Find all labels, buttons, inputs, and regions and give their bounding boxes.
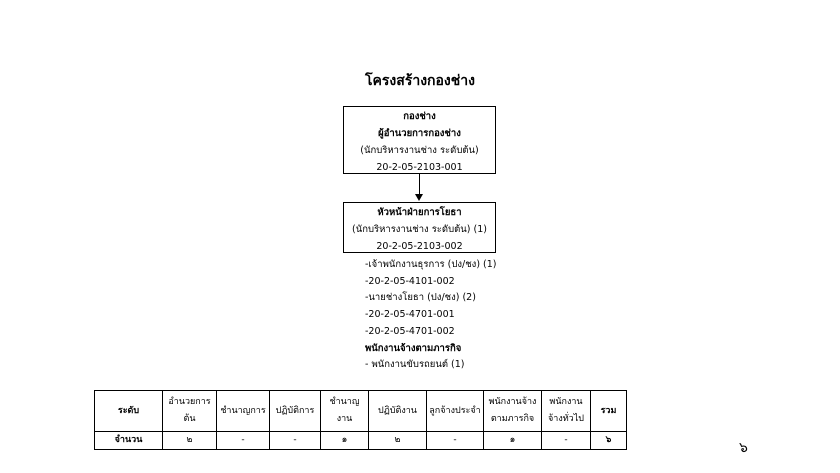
table-header-cell: ระดับ: [95, 391, 163, 432]
staff-line: -นายช่างโยธา (ปง/ชง) (2): [365, 292, 476, 304]
table-cell: ๑: [321, 432, 369, 450]
staff-line: -เจ้าพนักงานธุรการ (ปง/ชง) (1): [365, 259, 497, 270]
director-position: ผู้อำนวยการกองช่าง: [378, 128, 461, 139]
page-number: ๖: [739, 440, 748, 456]
staff-line: -20-2-05-4701-001: [365, 309, 455, 321]
table-cell: -: [427, 432, 484, 450]
page-title: โครงสร้างกองช่าง: [365, 73, 475, 89]
table-cell: -: [270, 432, 321, 450]
table-header-cell: รวม: [591, 391, 627, 432]
staff-line: -20-2-05-4701-002: [365, 325, 455, 337]
table-header-cell: พนักงานจ้างตามภารกิจ: [484, 391, 542, 432]
table-header-cell: พนักงานจ้างทั่วไป: [542, 391, 591, 432]
table-cell: -: [542, 432, 591, 450]
director-box: [343, 106, 496, 174]
table-cell: -: [217, 432, 270, 450]
section-head-code: 20-2-05-2103-002: [376, 241, 463, 252]
table-cell: ๒: [163, 432, 217, 450]
table-cell: ๒: [369, 432, 427, 450]
section-head-position: หัวหน้าฝ่ายการโยธา: [377, 207, 462, 218]
arrow-down-icon: [415, 194, 423, 201]
table-header-cell: ชำนาญการ: [217, 391, 270, 432]
table-header-cell: ปฏิบัติการ: [270, 391, 321, 432]
contract-line: - พนักงานขับรถยนต์ (1): [365, 359, 465, 371]
staff-list: [365, 257, 497, 374]
table-cell: จำนวน: [95, 432, 163, 450]
table-row: [95, 432, 627, 450]
director-code: 20-2-05-2103-001: [376, 162, 463, 173]
summary-table: [94, 390, 627, 450]
section-head-level: (นักบริหารงานช่าง ระดับต้น) (1): [352, 224, 487, 235]
division-name: กองช่าง: [403, 111, 436, 122]
director-level: (นักบริหารงานช่าง ระดับต้น): [360, 145, 479, 156]
contract-heading: พนักงานจ้างตามภารกิจ: [365, 342, 462, 354]
table-cell: ๑: [484, 432, 542, 450]
connector-line: [419, 174, 420, 196]
table-header-cell: อำนวยการต้น: [163, 391, 217, 432]
table-header-cell: ชำนาญงาน: [321, 391, 369, 432]
table-header-cell: ปฏิบัติงาน: [369, 391, 427, 432]
table-header-cell: ลูกจ้างประจำ: [427, 391, 484, 432]
table-header-row: [95, 391, 627, 432]
table-cell: ๖: [591, 432, 627, 450]
section-head-box: [343, 202, 496, 253]
staff-line: -20-2-05-4101-002: [365, 275, 455, 287]
